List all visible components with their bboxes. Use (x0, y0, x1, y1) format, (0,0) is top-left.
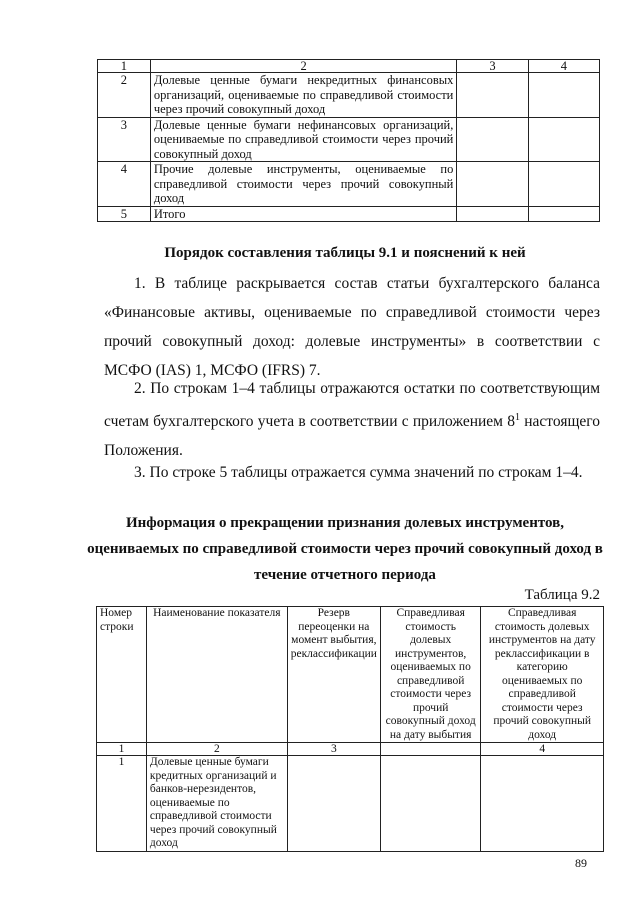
row-label: Долевые ценные бумаги кредитных организаций и банков-нерезидентов, оцениваемые по справедливой стоимости через прочий совокупный доход (146, 756, 287, 852)
column-number-row (97, 743, 604, 756)
col-number-2: 2 (150, 60, 457, 73)
page-number: 89 (575, 856, 587, 870)
row-number: 1 (97, 756, 147, 852)
paragraph-3-text: 3. По строке 5 таблицы отражается сумма значений по строкам 1–4. (134, 464, 583, 481)
table-row (98, 162, 600, 207)
row-number: 2 (98, 73, 151, 118)
value-cell (481, 756, 604, 852)
paragraph-2 (104, 374, 600, 465)
table-header-row (98, 60, 600, 73)
section-heading: Порядок составления таблицы 9.1 и пояснений к ней (164, 245, 526, 261)
table-9-2 (96, 606, 604, 852)
col-number-2: 2 (146, 743, 287, 756)
table-row (98, 73, 600, 118)
col-number-4: 4 (528, 60, 599, 73)
row-label: Долевые ценные бумаги некредитных финансовых организаций, оцениваемые по справедливой стоимости через прочий совокупный доход (150, 73, 457, 118)
value-cell (287, 756, 380, 852)
col-number-4: 4 (481, 743, 604, 756)
col-number-1: 1 (98, 60, 151, 73)
row-label: Прочие долевые инструменты, оцениваемые по справедливой стоимости через прочий совокупный доход (150, 162, 457, 207)
paragraph-1-text: 1. В таблице раскрывается состав статьи бухгалтерского баланса «Финансовые активы, оцениваемые по справедливой стоимости через прочий совокупный доход: долевые инструменты» в соответствии с МСФО (IAS) 1, МСФО (IFRS) 7. (104, 275, 600, 379)
table-caption: Таблица 9.2 (524, 587, 600, 603)
column-header: Справедливая стоимость долевых инструментов на дату реклассификации в категорию оцениваемых по справедливой стоимости через прочий совокупный доход (481, 607, 604, 743)
paragraph-2-text: 2. По строкам 1–4 таблицы отражаются остатки по соответствующим счетам бухгалтерского учета в соответствии с приложением 8 (104, 380, 600, 431)
value-cell (457, 73, 528, 118)
row-number: 4 (98, 162, 151, 207)
paragraph-3 (104, 458, 600, 487)
value-cell (528, 162, 599, 207)
column-header: Номер строки (97, 607, 147, 743)
row-label: Итого (150, 206, 457, 222)
column-header: Резерв переоценки на момент выбытия, реклассификации (287, 607, 380, 743)
section-heading-2: Информация о прекращении признания долевых инструментов, оцениваемых по справедливой стоимости через прочий совокупный доход в течение отчетного периода (87, 515, 603, 583)
paragraph-1 (104, 269, 600, 385)
value-cell (457, 162, 528, 207)
col-number-1: 1 (97, 743, 147, 756)
value-cell (528, 73, 599, 118)
table-row (97, 756, 604, 852)
value-cell (457, 117, 528, 162)
row-number: 5 (98, 206, 151, 222)
superscript: 1 (515, 412, 520, 423)
row-number: 3 (98, 117, 151, 162)
col-number-3: 3 (457, 60, 528, 73)
table-row (98, 117, 600, 162)
column-header: Справедливая стоимость долевых инструментов, оцениваемых по справедливой стоимости через прочий совокупный доход на дату выбытия (380, 607, 480, 743)
value-cell (528, 206, 599, 222)
value-cell (528, 117, 599, 162)
table-row (98, 206, 600, 222)
column-header: Наименование показателя (146, 607, 287, 743)
table-header-row (97, 607, 604, 743)
row-label: Долевые ценные бумаги нефинансовых организаций, оцениваемые по справедливой стоимости через прочий совокупный доход (150, 117, 457, 162)
col-number-4-left (380, 743, 480, 756)
table-9-1-continued (97, 59, 600, 222)
value-cell (457, 206, 528, 222)
col-number-3: 3 (287, 743, 380, 756)
value-cell (380, 756, 480, 852)
paragraph-2-text-end: настоящего Положения. (104, 413, 600, 460)
